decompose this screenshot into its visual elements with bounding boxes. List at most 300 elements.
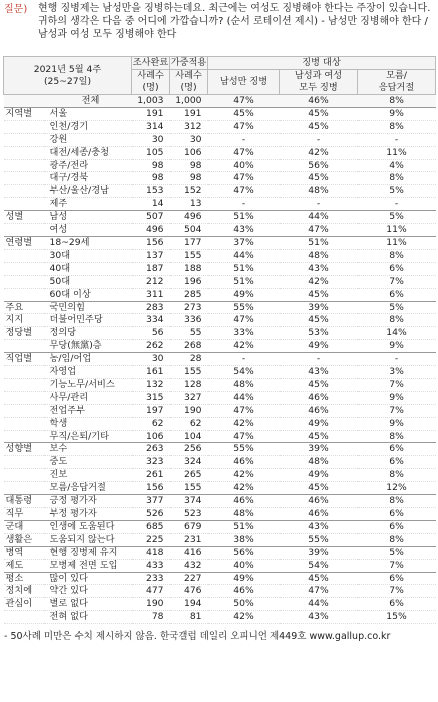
cell-both: - (280, 133, 358, 146)
cell-surveyed: 314 (132, 120, 170, 133)
row-group-label (4, 146, 44, 159)
table-row (4, 533, 436, 546)
row-label: 강원 (44, 133, 132, 146)
cell-surveyed: 30 (132, 133, 170, 146)
cell-male-only: 46% (208, 585, 280, 598)
row-group-label (4, 482, 44, 495)
cell-male-only: 40% (208, 559, 280, 572)
cell-dont-know: 6% (358, 520, 436, 533)
cell-weighted: 128 (170, 378, 208, 391)
row-label: 60대 이상 (44, 288, 132, 301)
cell-surveyed: 233 (132, 572, 170, 585)
cell-surveyed: 197 (132, 404, 170, 417)
row-label: 진보 (44, 469, 132, 482)
table-row (4, 172, 436, 185)
row-label: 모병제 전면 도입 (44, 559, 132, 572)
cell-both: - (280, 353, 358, 366)
row-group-label (4, 275, 44, 288)
cell-male-only: 51% (208, 520, 280, 533)
cell-surveyed: 191 (132, 107, 170, 120)
row-group-label (4, 95, 44, 108)
row-group-label (4, 133, 44, 146)
cell-weighted: 191 (170, 107, 208, 120)
cell-male-only: 42% (208, 340, 280, 353)
cell-weighted: 190 (170, 404, 208, 417)
cell-dont-know: 7% (358, 559, 436, 572)
table-row (4, 133, 436, 146)
cell-male-only: - (208, 198, 280, 211)
cell-weighted: 177 (170, 236, 208, 249)
row-group-label: 제도 (4, 559, 44, 572)
row-group-label (4, 262, 44, 275)
cell-both: 55% (280, 533, 358, 546)
cell-both: 44% (280, 211, 358, 224)
cell-weighted: 476 (170, 585, 208, 598)
table-row (4, 585, 436, 598)
row-group-label: 군대 (4, 520, 44, 533)
question-block (0, 0, 438, 56)
cell-both: 46% (280, 95, 358, 108)
table-row (4, 224, 436, 237)
cell-both: 39% (280, 546, 358, 559)
cell-weighted: 155 (170, 366, 208, 379)
table-row (4, 249, 436, 262)
row-label: 국민의힘 (44, 301, 132, 314)
table-row (4, 482, 436, 495)
table-row (4, 378, 436, 391)
cell-surveyed: 56 (132, 327, 170, 340)
row-group-label: 대통령 (4, 495, 44, 508)
row-group-label: 생활은 (4, 533, 44, 546)
cell-both: 49% (280, 340, 358, 353)
row-group-label: 정당별 (4, 327, 44, 340)
row-label: 현행 징병제 유지 (44, 546, 132, 559)
row-group-label (4, 249, 44, 262)
cell-weighted: 81 (170, 611, 208, 624)
cell-both: 45% (280, 314, 358, 327)
cell-weighted: 1,000 (170, 95, 208, 108)
row-label: 대전/세종/충청 (44, 146, 132, 159)
row-label: 무당(無黨)층 (44, 340, 132, 353)
row-label: 학생 (44, 417, 132, 430)
cell-surveyed: 477 (132, 585, 170, 598)
row-group-label: 정치에 (4, 585, 44, 598)
cell-both: 48% (280, 185, 358, 198)
row-group-label (4, 340, 44, 353)
cell-both: 46% (280, 391, 358, 404)
row-group-label (4, 404, 44, 417)
table-row (4, 288, 436, 301)
cell-surveyed: 30 (132, 353, 170, 366)
table-row (4, 236, 436, 249)
cell-dont-know: 8% (358, 249, 436, 262)
row-label: 대구/경북 (44, 172, 132, 185)
cell-weighted: 196 (170, 275, 208, 288)
row-group-label (4, 391, 44, 404)
cell-dont-know: 11% (358, 236, 436, 249)
row-group-label: 성별 (4, 211, 44, 224)
row-label: 무직/은퇴/기타 (44, 430, 132, 443)
cell-male-only: 51% (208, 275, 280, 288)
cell-surveyed: 334 (132, 314, 170, 327)
cell-both: 48% (280, 456, 358, 469)
cell-male-only: 46% (208, 456, 280, 469)
cell-male-only: 47% (208, 314, 280, 327)
row-group-label: 지역별 (4, 107, 44, 120)
cell-weighted: 432 (170, 559, 208, 572)
table-row (4, 120, 436, 133)
cell-surveyed: 418 (132, 546, 170, 559)
cell-surveyed: 1,003 (132, 95, 170, 108)
cell-male-only: 51% (208, 262, 280, 275)
cell-weighted: 285 (170, 288, 208, 301)
header-survey: 조사완료 (132, 57, 169, 68)
cell-male-only: 40% (208, 159, 280, 172)
cell-both: 51% (280, 236, 358, 249)
cell-weighted: 327 (170, 391, 208, 404)
cell-male-only: 47% (208, 146, 280, 159)
cell-surveyed: 187 (132, 262, 170, 275)
cell-weighted: 324 (170, 456, 208, 469)
cell-both: 45% (280, 572, 358, 585)
question-text: 현행 징병제는 남성만을 징병하는데요. 최근에는 여성도 징병해야 한다는 주장이 있습니다. 귀하의 생각은 다음 중 어디에 가깝습니까? (순서 로테이션 제시) - 남성만 징병해야 한다 / 남성과 여성 모두 징병해야 한다 (38, 3, 431, 40)
cell-male-only: 42% (208, 469, 280, 482)
cell-weighted: 504 (170, 224, 208, 237)
cell-male-only: 55% (208, 301, 280, 314)
cell-male-only: - (208, 353, 280, 366)
cell-surveyed: 311 (132, 288, 170, 301)
cell-both: 44% (280, 598, 358, 611)
cell-dont-know: 9% (358, 391, 436, 404)
header-period: 2021년 5월 4주 (25~27일) (4, 57, 132, 95)
cell-dont-know: 5% (358, 546, 436, 559)
cell-both: 46% (280, 508, 358, 521)
header-group: 징병 대상 (208, 57, 436, 70)
row-label: 제주 (44, 198, 132, 211)
header-weighted: 가중적용 (170, 57, 207, 68)
row-label: 인천/경기 (44, 120, 132, 133)
row-label: 40대 (44, 262, 132, 275)
cell-both: 43% (280, 262, 358, 275)
cell-male-only: 51% (208, 211, 280, 224)
table-row (4, 211, 436, 224)
cell-weighted: 155 (170, 249, 208, 262)
row-group-label: 지지 (4, 314, 44, 327)
cell-dont-know: 6% (358, 598, 436, 611)
cell-surveyed: 105 (132, 146, 170, 159)
row-group-label (4, 611, 44, 624)
table-row (4, 404, 436, 417)
cell-male-only: 47% (208, 430, 280, 443)
row-label: 인생에 도움된다 (44, 520, 132, 533)
table-row (4, 508, 436, 521)
cell-surveyed: 153 (132, 185, 170, 198)
cell-male-only: 37% (208, 236, 280, 249)
row-group-label (4, 224, 44, 237)
row-label: 자영업 (44, 366, 132, 379)
cell-male-only: 38% (208, 533, 280, 546)
cell-both: 47% (280, 224, 358, 237)
cell-dont-know: 5% (358, 185, 436, 198)
cell-dont-know: - (358, 353, 436, 366)
row-label: 남성 (44, 211, 132, 224)
row-group-label: 주요 (4, 301, 44, 314)
row-group-label (4, 159, 44, 172)
row-label: 서울 (44, 107, 132, 120)
cell-dont-know: 14% (358, 327, 436, 340)
cell-weighted: 13 (170, 198, 208, 211)
cell-dont-know: 5% (358, 301, 436, 314)
cell-weighted: 265 (170, 469, 208, 482)
cell-surveyed: 14 (132, 198, 170, 211)
cell-surveyed: 685 (132, 520, 170, 533)
cell-surveyed: 78 (132, 611, 170, 624)
cell-both: 53% (280, 327, 358, 340)
row-group-label: 성향별 (4, 443, 44, 456)
row-label: 보수 (44, 443, 132, 456)
cell-dont-know: 8% (358, 172, 436, 185)
row-label: 많이 있다 (44, 572, 132, 585)
cell-dont-know: 9% (358, 340, 436, 353)
table-body (4, 95, 436, 624)
cell-dont-know: 8% (358, 495, 436, 508)
cell-weighted: 98 (170, 159, 208, 172)
cell-surveyed: 433 (132, 559, 170, 572)
cell-dont-know: 8% (358, 120, 436, 133)
table-row (4, 520, 436, 533)
cell-weighted: 256 (170, 443, 208, 456)
cell-weighted: 679 (170, 520, 208, 533)
cell-both: 43% (280, 611, 358, 624)
header-both: 남성과 여성 모두 징병 (280, 70, 358, 95)
table-row (4, 353, 436, 366)
cell-male-only: 44% (208, 249, 280, 262)
table-row (4, 107, 436, 120)
cell-male-only: 47% (208, 172, 280, 185)
table-row (4, 559, 436, 572)
row-label: 농/임/어업 (44, 353, 132, 366)
header-cases-2: 사례수 (명) (170, 70, 208, 95)
row-label: 50대 (44, 275, 132, 288)
cell-male-only: 49% (208, 288, 280, 301)
row-group-label (4, 185, 44, 198)
row-label: 정의당 (44, 327, 132, 340)
cell-dont-know: 6% (358, 508, 436, 521)
cell-both: 45% (280, 107, 358, 120)
cell-male-only: 47% (208, 95, 280, 108)
row-label: 기능노무/서비스 (44, 378, 132, 391)
cell-male-only: 42% (208, 482, 280, 495)
cell-dont-know: 6% (358, 572, 436, 585)
table-row (4, 146, 436, 159)
cell-both: 45% (280, 378, 358, 391)
row-label: 더불어민주당 (44, 314, 132, 327)
table-row (4, 572, 436, 585)
row-label: 광주/전라 (44, 159, 132, 172)
cell-male-only: 47% (208, 185, 280, 198)
row-label: 전업주부 (44, 404, 132, 417)
table-row (4, 95, 436, 108)
row-label: 약간 있다 (44, 585, 132, 598)
cell-male-only: 48% (208, 378, 280, 391)
row-label: 전혀 없다 (44, 611, 132, 624)
cell-dont-know: 4% (358, 159, 436, 172)
cell-weighted: 194 (170, 598, 208, 611)
row-label: 부정 평가자 (44, 508, 132, 521)
row-group-label: 직업별 (4, 353, 44, 366)
cell-surveyed: 98 (132, 172, 170, 185)
row-group-label (4, 430, 44, 443)
cell-both: 47% (280, 585, 358, 598)
cell-surveyed: 137 (132, 249, 170, 262)
table-row (4, 443, 436, 456)
cell-dont-know: 11% (358, 146, 436, 159)
cell-dont-know: 6% (358, 443, 436, 456)
table-row (4, 495, 436, 508)
cell-weighted: 152 (170, 185, 208, 198)
row-group-label (4, 366, 44, 379)
cell-weighted: 496 (170, 211, 208, 224)
row-group-label (4, 288, 44, 301)
cell-weighted: 374 (170, 495, 208, 508)
header-male-only: 남성만 징병 (208, 70, 280, 95)
table-row (4, 159, 436, 172)
table-row (4, 275, 436, 288)
row-label: 여성 (44, 224, 132, 237)
header-dont-know: 모름/ 응답거절 (358, 70, 436, 95)
table-row (4, 327, 436, 340)
cell-both: 54% (280, 559, 358, 572)
cell-both: 49% (280, 469, 358, 482)
row-group-label (4, 120, 44, 133)
cell-dont-know: 6% (358, 288, 436, 301)
cell-both: 39% (280, 443, 358, 456)
cell-both: 45% (280, 120, 358, 133)
cell-both: 46% (280, 404, 358, 417)
cell-surveyed: 225 (132, 533, 170, 546)
cell-dont-know: 15% (358, 611, 436, 624)
cell-both: 45% (280, 430, 358, 443)
cell-surveyed: 106 (132, 430, 170, 443)
cell-both: 56% (280, 159, 358, 172)
cell-dont-know: - (358, 198, 436, 211)
cell-dont-know: 8% (358, 533, 436, 546)
cell-surveyed: 156 (132, 236, 170, 249)
cell-both: 49% (280, 417, 358, 430)
cell-dont-know: 7% (358, 275, 436, 288)
cell-dont-know: 9% (358, 417, 436, 430)
row-label: 별로 없다 (44, 598, 132, 611)
row-label: 긍정 평가자 (44, 495, 132, 508)
cell-surveyed: 156 (132, 482, 170, 495)
row-group-label (4, 417, 44, 430)
cell-dont-know: 5% (358, 211, 436, 224)
table-row (4, 598, 436, 611)
cell-male-only: 46% (208, 495, 280, 508)
cell-dont-know: 12% (358, 482, 436, 495)
table-row (4, 611, 436, 624)
row-group-label (4, 172, 44, 185)
cell-surveyed: 526 (132, 508, 170, 521)
cell-surveyed: 62 (132, 417, 170, 430)
cell-surveyed: 190 (132, 598, 170, 611)
header-cases-1: 사례수 (명) (132, 70, 170, 95)
cell-male-only: 54% (208, 366, 280, 379)
cell-male-only: 42% (208, 611, 280, 624)
table-row (4, 391, 436, 404)
cell-surveyed: 212 (132, 275, 170, 288)
row-group-label (4, 456, 44, 469)
cell-weighted: 336 (170, 314, 208, 327)
cell-weighted: 273 (170, 301, 208, 314)
cell-weighted: 98 (170, 172, 208, 185)
cell-dont-know: 3% (358, 366, 436, 379)
row-group-label (4, 198, 44, 211)
row-group-label: 평소 (4, 572, 44, 585)
cell-weighted: 55 (170, 327, 208, 340)
cell-weighted: 155 (170, 482, 208, 495)
table-row (4, 262, 436, 275)
cell-surveyed: 507 (132, 211, 170, 224)
cell-both: 48% (280, 249, 358, 262)
table-row (4, 430, 436, 443)
cell-male-only: 48% (208, 508, 280, 521)
row-label: 30대 (44, 249, 132, 262)
row-label: 모름/응답거절 (44, 482, 132, 495)
row-label: 도움되지 않는다 (44, 533, 132, 546)
cell-dont-know: 7% (358, 585, 436, 598)
cell-surveyed: 323 (132, 456, 170, 469)
table-row (4, 417, 436, 430)
table-row (4, 185, 436, 198)
cell-both: 46% (280, 495, 358, 508)
table-row (4, 314, 436, 327)
cell-weighted: 416 (170, 546, 208, 559)
cell-surveyed: 161 (132, 366, 170, 379)
row-group-label (4, 378, 44, 391)
cell-dont-know: 8% (358, 469, 436, 482)
cell-both: 43% (280, 366, 358, 379)
row-group-label: 연령별 (4, 236, 44, 249)
cell-dont-know: 6% (358, 456, 436, 469)
cell-both: 43% (280, 520, 358, 533)
cell-male-only: 56% (208, 546, 280, 559)
question-label: 질문) (4, 4, 28, 15)
cell-dont-know: - (358, 133, 436, 146)
cell-male-only: 49% (208, 572, 280, 585)
cell-weighted: 30 (170, 133, 208, 146)
cell-male-only: 42% (208, 417, 280, 430)
cell-weighted: 231 (170, 533, 208, 546)
cell-dont-know: 8% (358, 430, 436, 443)
cell-both: 45% (280, 482, 358, 495)
cell-surveyed: 377 (132, 495, 170, 508)
row-label: 중도 (44, 456, 132, 469)
cell-dont-know: 11% (358, 224, 436, 237)
cell-weighted: 62 (170, 417, 208, 430)
cell-surveyed: 132 (132, 378, 170, 391)
table-row (4, 546, 436, 559)
cell-both: 42% (280, 146, 358, 159)
cell-male-only: 43% (208, 224, 280, 237)
cell-both: 42% (280, 275, 358, 288)
cell-dont-know: 9% (358, 107, 436, 120)
cell-weighted: 312 (170, 120, 208, 133)
cell-weighted: 227 (170, 572, 208, 585)
cell-male-only: - (208, 133, 280, 146)
cell-dont-know: 8% (358, 95, 436, 108)
row-label: 사무/관리 (44, 391, 132, 404)
